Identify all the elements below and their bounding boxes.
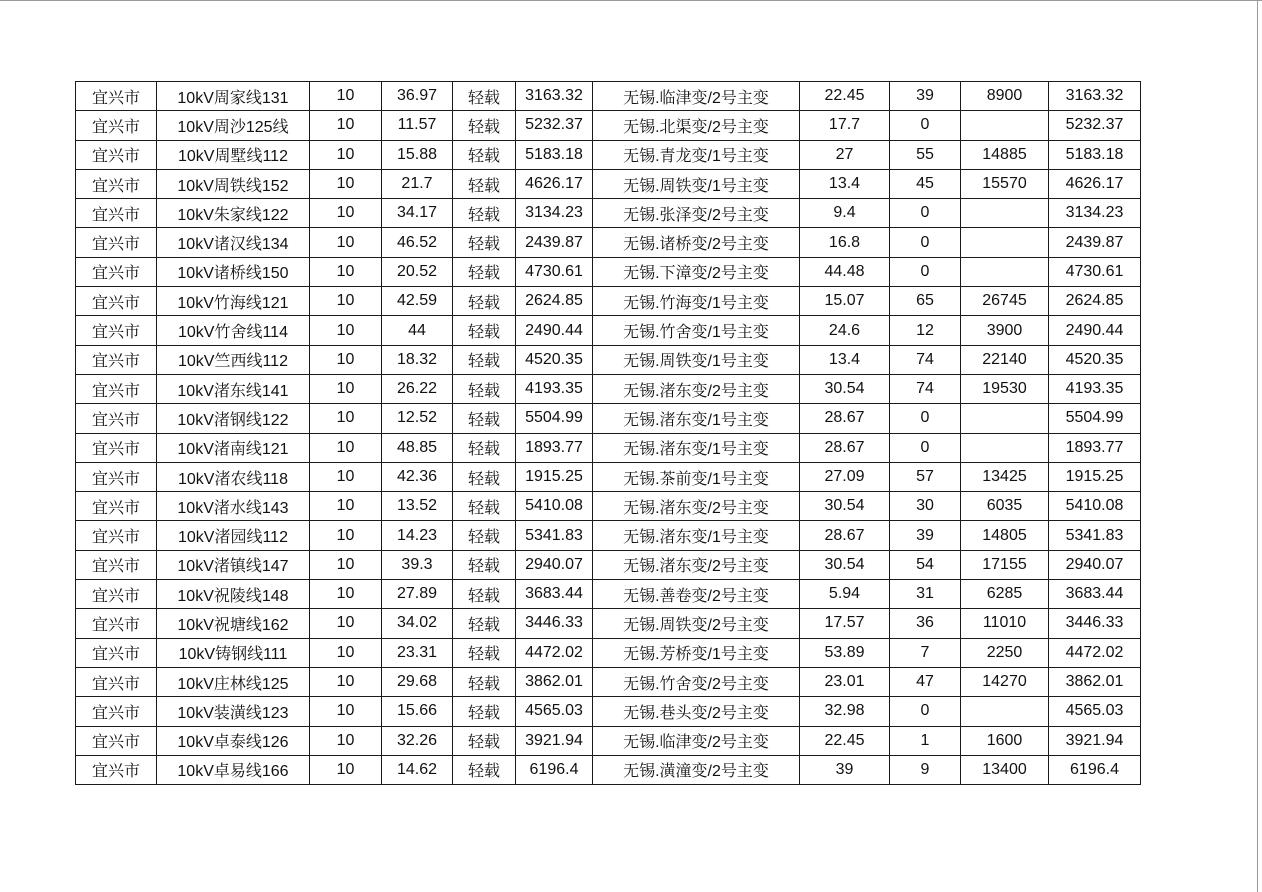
margin-cell: 4730.61 (1049, 257, 1141, 286)
transformer-load-cell: 15.07 (800, 287, 890, 316)
capacity-cell: 4565.03 (516, 697, 593, 726)
load-status-cell: 轻载 (453, 374, 516, 403)
capacity-cell: 6196.4 (516, 755, 593, 784)
table-row (76, 199, 1141, 228)
margin-cell: 3446.33 (1049, 609, 1141, 638)
voltage-cell: 10 (310, 169, 382, 198)
load-status-cell: 轻载 (453, 638, 516, 667)
table-row (76, 111, 1141, 140)
margin-cell: 4472.02 (1049, 638, 1141, 667)
feeder-line-cell: 10kV竹舍线114 (157, 316, 310, 345)
capacity-cell: 2940.07 (516, 550, 593, 579)
volume-cell (961, 697, 1049, 726)
voltage-cell: 10 (310, 550, 382, 579)
city-cell: 宜兴市 (76, 345, 157, 374)
load-rate-cell: 20.52 (382, 257, 453, 286)
transformer-cell: 无锡.竹舍变/1号主变 (593, 316, 800, 345)
load-rate-cell: 42.36 (382, 462, 453, 491)
page-border-top (0, 0, 1262, 1)
table-row (76, 580, 1141, 609)
volume-cell: 2250 (961, 638, 1049, 667)
city-cell: 宜兴市 (76, 82, 157, 111)
count-cell: 39 (890, 82, 961, 111)
table-row (76, 755, 1141, 784)
count-cell: 9 (890, 755, 961, 784)
count-cell: 55 (890, 140, 961, 169)
feeder-line-cell: 10kV竹海线121 (157, 287, 310, 316)
load-rate-cell: 12.52 (382, 404, 453, 433)
capacity-cell: 4472.02 (516, 638, 593, 667)
margin-cell: 3862.01 (1049, 667, 1141, 696)
load-rate-cell: 44 (382, 316, 453, 345)
capacity-cell: 3446.33 (516, 609, 593, 638)
transformer-load-cell: 17.57 (800, 609, 890, 638)
margin-cell: 4193.35 (1049, 374, 1141, 403)
city-cell: 宜兴市 (76, 609, 157, 638)
feeder-line-cell: 10kV渚东线141 (157, 374, 310, 403)
transformer-load-cell: 30.54 (800, 550, 890, 579)
margin-cell: 6196.4 (1049, 755, 1141, 784)
page-border-right (1257, 0, 1258, 892)
load-rate-cell: 11.57 (382, 111, 453, 140)
load-status-cell: 轻载 (453, 82, 516, 111)
voltage-cell: 10 (310, 140, 382, 169)
table-row (76, 316, 1141, 345)
load-status-cell: 轻载 (453, 462, 516, 491)
feeder-line-cell: 10kV周墅线112 (157, 140, 310, 169)
transformer-load-cell: 13.4 (800, 169, 890, 198)
table-row (76, 667, 1141, 696)
count-cell: 0 (890, 111, 961, 140)
volume-cell: 26745 (961, 287, 1049, 316)
table-row (76, 140, 1141, 169)
capacity-cell: 2490.44 (516, 316, 593, 345)
feeder-line-cell: 10kV朱家线122 (157, 199, 310, 228)
transformer-cell: 无锡.渚东变/1号主变 (593, 404, 800, 433)
city-cell: 宜兴市 (76, 228, 157, 257)
count-cell: 0 (890, 404, 961, 433)
load-status-cell: 轻载 (453, 199, 516, 228)
margin-cell: 1915.25 (1049, 462, 1141, 491)
table-row (76, 82, 1141, 111)
transformer-cell: 无锡.渚东变/1号主变 (593, 433, 800, 462)
margin-cell: 3134.23 (1049, 199, 1141, 228)
transformer-cell: 无锡.善卷变/2号主变 (593, 580, 800, 609)
transformer-load-cell: 30.54 (800, 492, 890, 521)
transformer-cell: 无锡.张泽变/2号主变 (593, 199, 800, 228)
feeder-line-cell: 10kV卓泰线126 (157, 726, 310, 755)
transformer-load-cell: 22.45 (800, 82, 890, 111)
transformer-cell: 无锡.竹舍变/2号主变 (593, 667, 800, 696)
margin-cell: 2490.44 (1049, 316, 1141, 345)
margin-cell: 4520.35 (1049, 345, 1141, 374)
load-rate-cell: 34.02 (382, 609, 453, 638)
volume-cell: 3900 (961, 316, 1049, 345)
voltage-cell: 10 (310, 374, 382, 403)
volume-cell: 14885 (961, 140, 1049, 169)
margin-cell: 5504.99 (1049, 404, 1141, 433)
transformer-cell: 无锡.茶前变/1号主变 (593, 462, 800, 491)
capacity-cell: 5504.99 (516, 404, 593, 433)
city-cell: 宜兴市 (76, 580, 157, 609)
margin-cell: 3683.44 (1049, 580, 1141, 609)
count-cell: 0 (890, 228, 961, 257)
table-row (76, 726, 1141, 755)
count-cell: 0 (890, 257, 961, 286)
volume-cell: 13425 (961, 462, 1049, 491)
voltage-cell: 10 (310, 257, 382, 286)
transformer-load-cell: 30.54 (800, 374, 890, 403)
feeder-load-table (75, 81, 1141, 785)
load-status-cell: 轻载 (453, 316, 516, 345)
count-cell: 1 (890, 726, 961, 755)
volume-cell (961, 228, 1049, 257)
transformer-cell: 无锡.周铁变/1号主变 (593, 169, 800, 198)
transformer-cell: 无锡.临津变/2号主变 (593, 726, 800, 755)
load-rate-cell: 27.89 (382, 580, 453, 609)
city-cell: 宜兴市 (76, 667, 157, 696)
volume-cell (961, 404, 1049, 433)
voltage-cell: 10 (310, 199, 382, 228)
capacity-cell: 4520.35 (516, 345, 593, 374)
feeder-line-cell: 10kV渚镇线147 (157, 550, 310, 579)
load-status-cell: 轻载 (453, 609, 516, 638)
voltage-cell: 10 (310, 609, 382, 638)
volume-cell: 17155 (961, 550, 1049, 579)
voltage-cell: 10 (310, 404, 382, 433)
voltage-cell: 10 (310, 580, 382, 609)
margin-cell: 5341.83 (1049, 521, 1141, 550)
feeder-line-cell: 10kV渚南线121 (157, 433, 310, 462)
margin-cell: 5183.18 (1049, 140, 1141, 169)
volume-cell (961, 111, 1049, 140)
table-row (76, 462, 1141, 491)
load-status-cell: 轻载 (453, 228, 516, 257)
load-rate-cell: 39.3 (382, 550, 453, 579)
city-cell: 宜兴市 (76, 638, 157, 667)
capacity-cell: 4193.35 (516, 374, 593, 403)
transformer-cell: 无锡.竹海变/1号主变 (593, 287, 800, 316)
transformer-cell: 无锡.诸桥变/2号主变 (593, 228, 800, 257)
table-row (76, 345, 1141, 374)
feeder-line-cell: 10kV渚钢线122 (157, 404, 310, 433)
volume-cell (961, 199, 1049, 228)
voltage-cell: 10 (310, 755, 382, 784)
voltage-cell: 10 (310, 433, 382, 462)
volume-cell: 13400 (961, 755, 1049, 784)
city-cell: 宜兴市 (76, 257, 157, 286)
count-cell: 30 (890, 492, 961, 521)
count-cell: 45 (890, 169, 961, 198)
load-rate-cell: 32.26 (382, 726, 453, 755)
voltage-cell: 10 (310, 287, 382, 316)
city-cell: 宜兴市 (76, 492, 157, 521)
transformer-cell: 无锡.巷头变/2号主变 (593, 697, 800, 726)
table-row (76, 404, 1141, 433)
city-cell: 宜兴市 (76, 374, 157, 403)
transformer-cell: 无锡.渚东变/2号主变 (593, 492, 800, 521)
load-status-cell: 轻载 (453, 697, 516, 726)
feeder-line-cell: 10kV铸钢线111 (157, 638, 310, 667)
feeder-line-cell: 10kV周家线131 (157, 82, 310, 111)
volume-cell: 19530 (961, 374, 1049, 403)
load-rate-cell: 26.22 (382, 374, 453, 403)
load-status-cell: 轻载 (453, 726, 516, 755)
feeder-line-cell: 10kV庄林线125 (157, 667, 310, 696)
city-cell: 宜兴市 (76, 111, 157, 140)
load-status-cell: 轻载 (453, 667, 516, 696)
table-row (76, 492, 1141, 521)
table-row (76, 638, 1141, 667)
voltage-cell: 10 (310, 82, 382, 111)
table-row (76, 257, 1141, 286)
transformer-load-cell: 24.6 (800, 316, 890, 345)
capacity-cell: 5232.37 (516, 111, 593, 140)
transformer-cell: 无锡.青龙变/1号主变 (593, 140, 800, 169)
count-cell: 39 (890, 521, 961, 550)
volume-cell: 11010 (961, 609, 1049, 638)
voltage-cell: 10 (310, 111, 382, 140)
voltage-cell: 10 (310, 638, 382, 667)
load-status-cell: 轻载 (453, 433, 516, 462)
margin-cell: 5410.08 (1049, 492, 1141, 521)
city-cell: 宜兴市 (76, 169, 157, 198)
feeder-line-cell: 10kV渚园线112 (157, 521, 310, 550)
city-cell: 宜兴市 (76, 199, 157, 228)
transformer-load-cell: 53.89 (800, 638, 890, 667)
load-rate-cell: 18.32 (382, 345, 453, 374)
margin-cell: 2624.85 (1049, 287, 1141, 316)
feeder-line-cell: 10kV卓易线166 (157, 755, 310, 784)
margin-cell: 3163.32 (1049, 82, 1141, 111)
capacity-cell: 3862.01 (516, 667, 593, 696)
feeder-line-cell: 10kV祝塘线162 (157, 609, 310, 638)
margin-cell: 5232.37 (1049, 111, 1141, 140)
city-cell: 宜兴市 (76, 726, 157, 755)
table-row (76, 521, 1141, 550)
volume-cell: 22140 (961, 345, 1049, 374)
transformer-load-cell: 5.94 (800, 580, 890, 609)
load-status-cell: 轻载 (453, 140, 516, 169)
load-rate-cell: 15.88 (382, 140, 453, 169)
load-rate-cell: 14.23 (382, 521, 453, 550)
transformer-cell: 无锡.渚东变/1号主变 (593, 521, 800, 550)
count-cell: 57 (890, 462, 961, 491)
load-rate-cell: 14.62 (382, 755, 453, 784)
voltage-cell: 10 (310, 345, 382, 374)
load-rate-cell: 36.97 (382, 82, 453, 111)
count-cell: 0 (890, 199, 961, 228)
count-cell: 36 (890, 609, 961, 638)
voltage-cell: 10 (310, 462, 382, 491)
table-row (76, 609, 1141, 638)
load-rate-cell: 29.68 (382, 667, 453, 696)
feeder-line-cell: 10kV祝陵线148 (157, 580, 310, 609)
count-cell: 54 (890, 550, 961, 579)
load-rate-cell: 48.85 (382, 433, 453, 462)
volume-cell: 6285 (961, 580, 1049, 609)
load-status-cell: 轻载 (453, 550, 516, 579)
transformer-load-cell: 17.7 (800, 111, 890, 140)
load-status-cell: 轻载 (453, 257, 516, 286)
load-rate-cell: 46.52 (382, 228, 453, 257)
feeder-line-cell: 10kV渚农线118 (157, 462, 310, 491)
load-status-cell: 轻载 (453, 404, 516, 433)
load-rate-cell: 15.66 (382, 697, 453, 726)
transformer-load-cell: 28.67 (800, 404, 890, 433)
table-row (76, 697, 1141, 726)
load-status-cell: 轻载 (453, 580, 516, 609)
capacity-cell: 2624.85 (516, 287, 593, 316)
load-rate-cell: 42.59 (382, 287, 453, 316)
count-cell: 31 (890, 580, 961, 609)
count-cell: 7 (890, 638, 961, 667)
feeder-line-cell: 10kV装潢线123 (157, 697, 310, 726)
city-cell: 宜兴市 (76, 287, 157, 316)
transformer-cell: 无锡.渚东变/2号主变 (593, 550, 800, 579)
capacity-cell: 5410.08 (516, 492, 593, 521)
city-cell: 宜兴市 (76, 404, 157, 433)
feeder-line-cell: 10kV诸汉线134 (157, 228, 310, 257)
load-status-cell: 轻载 (453, 755, 516, 784)
volume-cell: 6035 (961, 492, 1049, 521)
volume-cell: 1600 (961, 726, 1049, 755)
volume-cell (961, 257, 1049, 286)
transformer-load-cell: 9.4 (800, 199, 890, 228)
count-cell: 0 (890, 433, 961, 462)
table-row (76, 433, 1141, 462)
transformer-cell: 无锡.潢潼变/2号主变 (593, 755, 800, 784)
count-cell: 47 (890, 667, 961, 696)
feeder-line-cell: 10kV周沙125线 (157, 111, 310, 140)
capacity-cell: 1915.25 (516, 462, 593, 491)
count-cell: 65 (890, 287, 961, 316)
load-status-cell: 轻载 (453, 111, 516, 140)
voltage-cell: 10 (310, 228, 382, 257)
load-rate-cell: 13.52 (382, 492, 453, 521)
margin-cell: 1893.77 (1049, 433, 1141, 462)
count-cell: 74 (890, 345, 961, 374)
transformer-load-cell: 23.01 (800, 667, 890, 696)
city-cell: 宜兴市 (76, 433, 157, 462)
feeder-line-cell: 10kV渚水线143 (157, 492, 310, 521)
feeder-line-cell: 10kV周铁线152 (157, 169, 310, 198)
city-cell: 宜兴市 (76, 755, 157, 784)
transformer-cell: 无锡.临津变/2号主变 (593, 82, 800, 111)
capacity-cell: 3921.94 (516, 726, 593, 755)
load-rate-cell: 21.7 (382, 169, 453, 198)
capacity-cell: 4730.61 (516, 257, 593, 286)
transformer-load-cell: 39 (800, 755, 890, 784)
voltage-cell: 10 (310, 492, 382, 521)
load-status-cell: 轻载 (453, 169, 516, 198)
load-status-cell: 轻载 (453, 492, 516, 521)
count-cell: 74 (890, 374, 961, 403)
city-cell: 宜兴市 (76, 521, 157, 550)
capacity-cell: 2439.87 (516, 228, 593, 257)
transformer-load-cell: 27 (800, 140, 890, 169)
table-row (76, 228, 1141, 257)
transformer-cell: 无锡.北渠变/2号主变 (593, 111, 800, 140)
count-cell: 0 (890, 697, 961, 726)
capacity-cell: 5341.83 (516, 521, 593, 550)
transformer-load-cell: 28.67 (800, 521, 890, 550)
city-cell: 宜兴市 (76, 697, 157, 726)
capacity-cell: 3163.32 (516, 82, 593, 111)
feeder-line-cell: 10kV诸桥线150 (157, 257, 310, 286)
transformer-load-cell: 44.48 (800, 257, 890, 286)
margin-cell: 2940.07 (1049, 550, 1141, 579)
transformer-cell: 无锡.渚东变/2号主变 (593, 374, 800, 403)
margin-cell: 4565.03 (1049, 697, 1141, 726)
load-status-cell: 轻载 (453, 345, 516, 374)
table-row (76, 374, 1141, 403)
city-cell: 宜兴市 (76, 140, 157, 169)
city-cell: 宜兴市 (76, 550, 157, 579)
city-cell: 宜兴市 (76, 316, 157, 345)
transformer-cell: 无锡.芳桥变/1号主变 (593, 638, 800, 667)
voltage-cell: 10 (310, 667, 382, 696)
capacity-cell: 5183.18 (516, 140, 593, 169)
volume-cell: 15570 (961, 169, 1049, 198)
count-cell: 12 (890, 316, 961, 345)
capacity-cell: 1893.77 (516, 433, 593, 462)
transformer-load-cell: 27.09 (800, 462, 890, 491)
load-status-cell: 轻载 (453, 287, 516, 316)
table-row (76, 169, 1141, 198)
table-row (76, 287, 1141, 316)
margin-cell: 3921.94 (1049, 726, 1141, 755)
load-rate-cell: 23.31 (382, 638, 453, 667)
transformer-load-cell: 32.98 (800, 697, 890, 726)
volume-cell (961, 433, 1049, 462)
voltage-cell: 10 (310, 521, 382, 550)
volume-cell: 8900 (961, 82, 1049, 111)
transformer-cell: 无锡.周铁变/2号主变 (593, 609, 800, 638)
capacity-cell: 3683.44 (516, 580, 593, 609)
transformer-cell: 无锡.下漳变/2号主变 (593, 257, 800, 286)
table-row (76, 550, 1141, 579)
city-cell: 宜兴市 (76, 462, 157, 491)
transformer-cell: 无锡.周铁变/1号主变 (593, 345, 800, 374)
volume-cell: 14805 (961, 521, 1049, 550)
voltage-cell: 10 (310, 726, 382, 755)
capacity-cell: 4626.17 (516, 169, 593, 198)
feeder-line-cell: 10kV竺西线112 (157, 345, 310, 374)
transformer-load-cell: 22.45 (800, 726, 890, 755)
margin-cell: 4626.17 (1049, 169, 1141, 198)
transformer-load-cell: 13.4 (800, 345, 890, 374)
transformer-load-cell: 28.67 (800, 433, 890, 462)
voltage-cell: 10 (310, 697, 382, 726)
load-status-cell: 轻载 (453, 521, 516, 550)
load-rate-cell: 34.17 (382, 199, 453, 228)
margin-cell: 2439.87 (1049, 228, 1141, 257)
capacity-cell: 3134.23 (516, 199, 593, 228)
volume-cell: 14270 (961, 667, 1049, 696)
voltage-cell: 10 (310, 316, 382, 345)
transformer-load-cell: 16.8 (800, 228, 890, 257)
